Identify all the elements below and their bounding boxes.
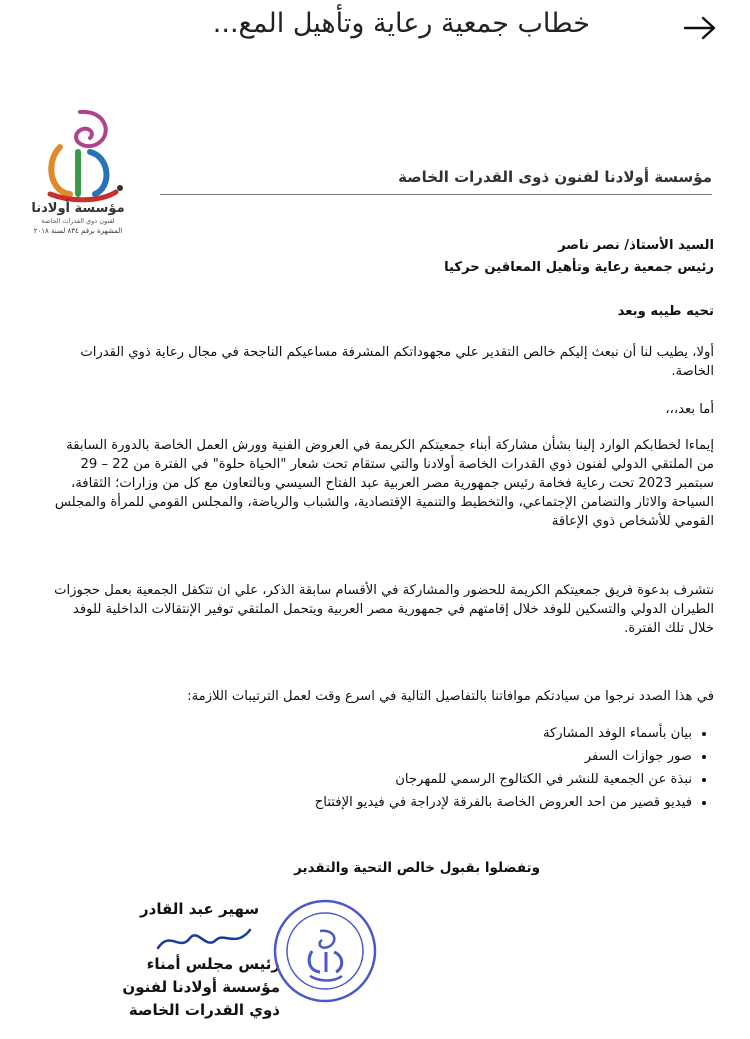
- svg-text:المشهرة برقم ٨٣٤ لسنة ٢٠١٨: المشهرة برقم ٨٣٤ لسنة ٢٠١٨: [33, 227, 123, 235]
- signatory-name: سهير عبد القادر: [140, 900, 260, 918]
- letter-page: [0, 60, 750, 1039]
- list-item: • فيديو قصير من احد العروض الخاصة بالفرقة لإدراجة في فيديو الإفتتاح: [132, 791, 692, 814]
- paragraph-1: أولا، يطيب لنا أن نبعث إليكم خالص التقدير علي مجهوداتكم المشرفة مساعيكم الناجحة في مجال رعاية ذوي القدرات الخاصة.: [80, 345, 714, 379]
- list-item: • نبذة عن الجمعية للنشر في الكتالوج الرسمي للمهرجان: [132, 768, 692, 791]
- paragraph-2: إيماءا لخطابكم الوارد إلينا بشأن مشاركة أبناء جمعيتكم الكريمة في العروض الفنية وورش العمل الخاصة بالدورة السابقة من الملتقي الدولي لفنون ذوي القدرات الخاصة أولادنا والتي ستقام تحت شعار "الحياة حلوة" في الفترة من 22 – 29 سبتمبر 2023 تحت رعاية فخامة رئيس جمهورية مصر العربية عبد الفتاح السيسي وبالتعاون مع كل من وزارات؛ الثقافة، السياحة والاثار والتضامن الإجتماعي، والتخطيط والتنمية الإقتصادية، والشباب والرياضة، والمجلس القومي للمرأة والمجلس القومي للأشخاص ذوي الإعاقة: [54, 438, 714, 529]
- requirements-list: [132, 722, 714, 814]
- organization-logo: [20, 102, 138, 238]
- top-bar: [0, 0, 750, 60]
- paragraph-3: نتشرف بدعوة فريق جمعيتكم الكريمة للحضور والمشاركة في الأقسام سابقة الذكر، علي ان تتكفل الجمعية بعمل حجوزات الطيران الدولي والتسكين للوفد خلال إقامتهم في جمهورية مصر العربية ويتحمل الملتقي توفير الإنتقالات الداخلية للوفد خلال تلك الفترة.: [54, 583, 714, 636]
- letterhead-organization: مؤسسة أولادنا لفنون ذوى القدرات الخاصة: [398, 168, 712, 186]
- official-stamp: [270, 896, 380, 1006]
- svg-text:لفنون ذوي القدرات الخاصة: لفنون ذوي القدرات الخاصة: [41, 217, 115, 225]
- letterhead-divider: [160, 194, 712, 195]
- svg-text:مؤسسة أولادنا: مؤسسة أولادنا: [31, 201, 125, 216]
- paragraph-4: في هذا الصدد نرجوا من سيادتكم موافاتنا بالتفاصيل التالية في اسرع وقت لعمل الترتيبات اللازمة:: [187, 689, 714, 704]
- recipient-name: السيد الأستاذ/ نصر ناصر: [558, 238, 714, 253]
- list-item: • بيان بأسماء الوفد المشاركة: [132, 722, 692, 745]
- arrow-right-icon[interactable]: [683, 14, 717, 42]
- list-item: • صور جوازات السفر: [132, 745, 692, 768]
- document-title: خطاب جمعية رعاية وتأهيل المع...: [212, 8, 590, 39]
- amma-line: أما بعد،،،: [665, 402, 714, 417]
- recipient-title: رئيس جمعية رعاية وتأهيل المعاقين حركيا: [444, 260, 714, 275]
- greeting: تحيه طيبه وبعد: [617, 304, 714, 319]
- closing-line: وتفضلوا بقبول خالص التحية والتقدير: [294, 860, 540, 876]
- signatory-title: رئيس مجلس أمناء مؤسسة أولادنا لفنون ذوي القدرات الخاصة: [122, 955, 280, 1019]
